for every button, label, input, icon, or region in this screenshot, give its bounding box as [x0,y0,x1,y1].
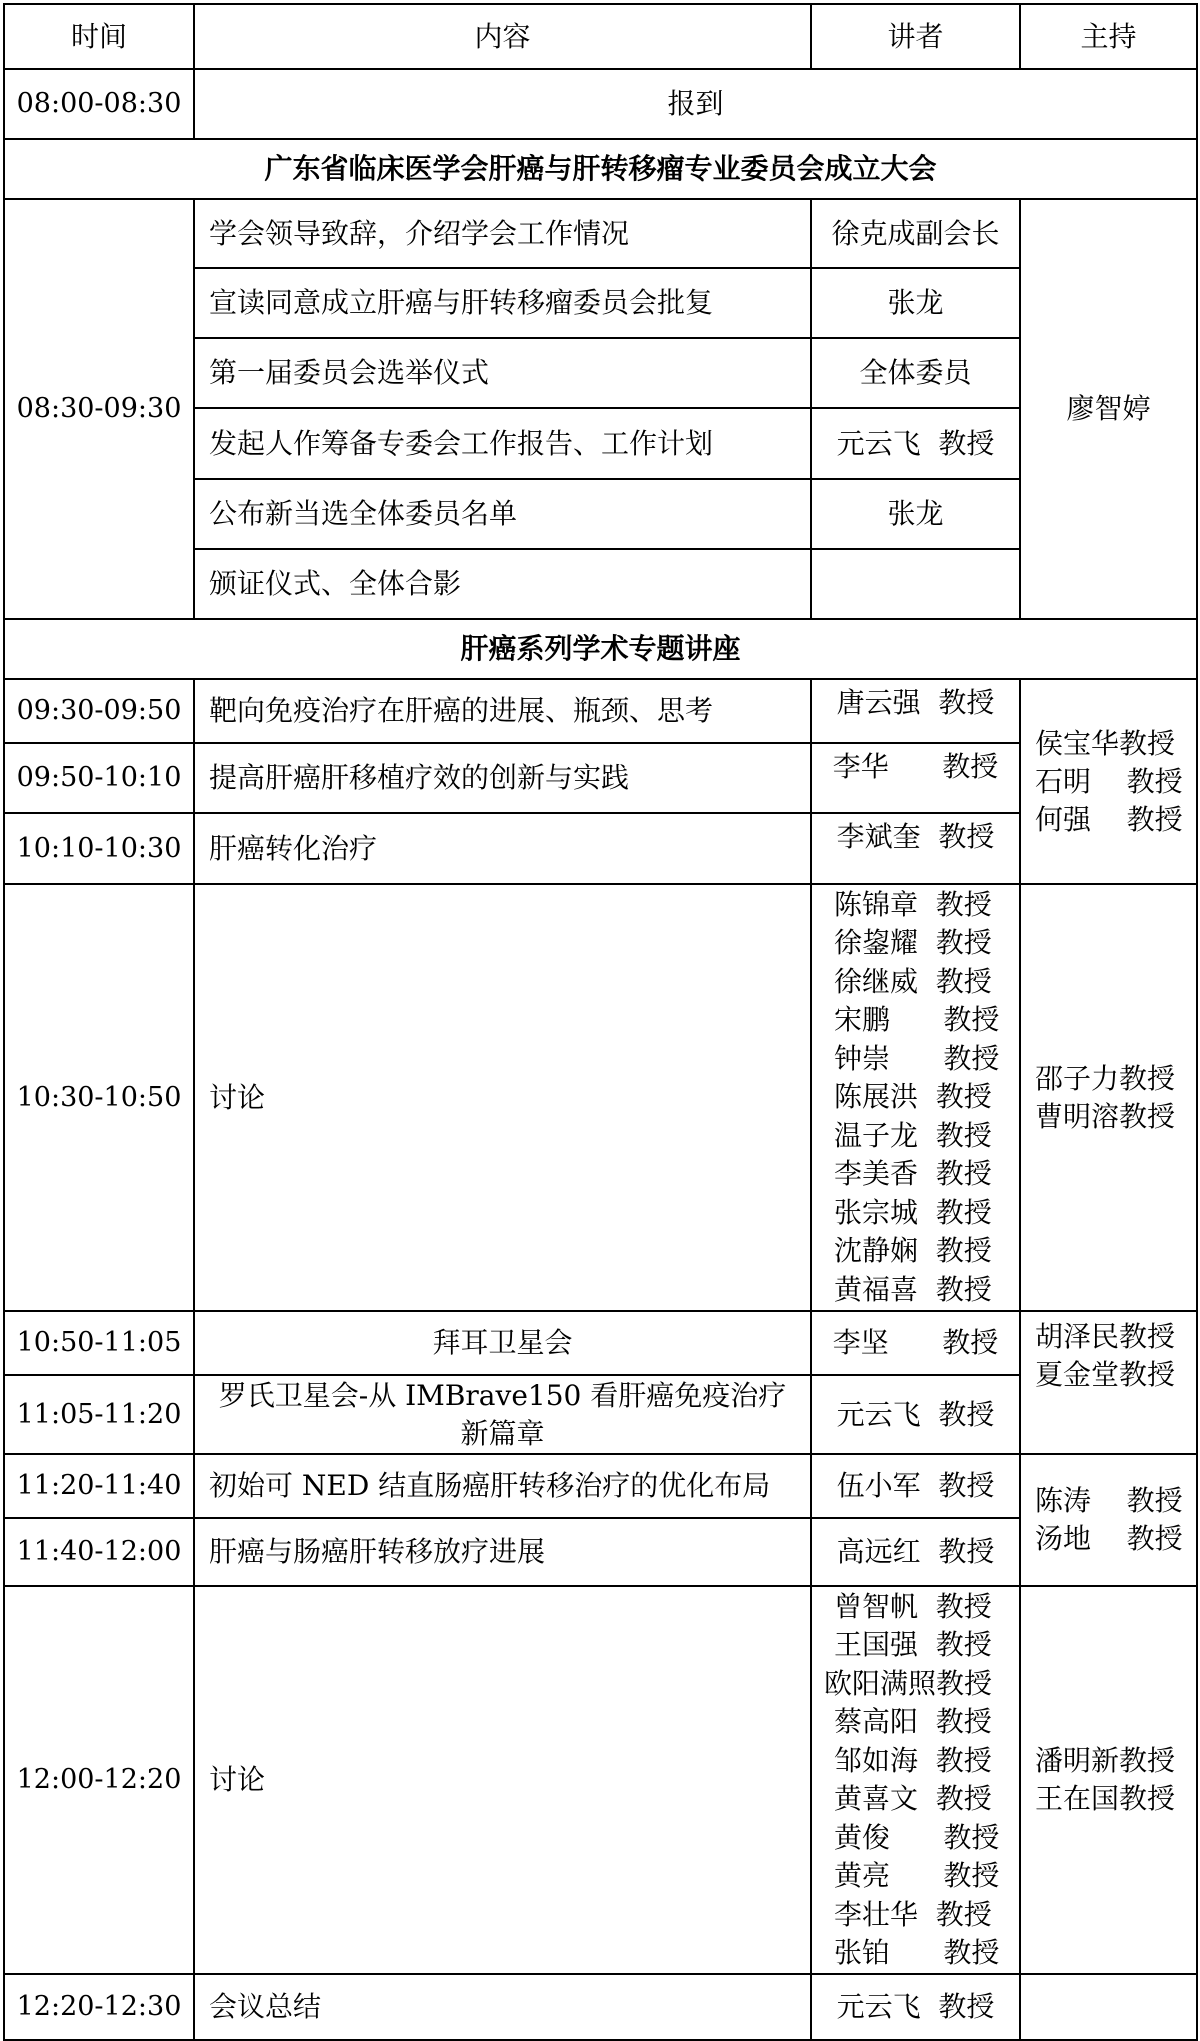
section1-speaker: 全体委员 [811,338,1020,408]
lecture-speaker: 唐云强 教授 [811,679,1020,743]
discussant: 黄俊 教授 [834,1820,1000,1854]
host-name: 夏金堂教授 [1035,1358,1176,1391]
lecture-speaker: 伍小军 教授 [811,1454,1020,1518]
block2-hosts [1020,1454,1197,1586]
lecture-time: 10:10-10:30 [4,813,194,884]
discussion2-hosts [1020,1586,1197,1974]
discussion1-content: 讨论 [194,884,811,1311]
discussant: 曾智帆 教授 [834,1589,992,1623]
discussion2-speakers [811,1586,1020,1974]
lecture-time: 11:20-11:40 [4,1454,194,1518]
satellite-content: 罗氏卫星会-从 IMBrave150 看肝癌免疫治疗新篇章 [194,1375,811,1454]
satellite-row [4,1375,1197,1454]
host-name: 潘明新教授 [1035,1744,1176,1777]
discussion1-row [4,884,1197,1311]
satellite-hosts [1020,1311,1197,1454]
section1-row [4,199,1197,268]
section1-speaker: 张龙 [811,479,1020,549]
section1-speaker: 徐克成副会长 [811,199,1020,268]
header-time: 时间 [4,4,194,69]
section1-content: 学会领导致辞，介绍学会工作情况 [194,199,811,268]
discussant: 邹如海 教授 [834,1743,992,1777]
lecture-content: 肝癌与肠癌肝转移放疗进展 [194,1518,811,1586]
host-name: 陈涛 教授 [1035,1484,1183,1517]
section1-content: 发起人作筹备专委会工作报告、工作计划 [194,408,811,479]
host-name: 邵子力教授 [1035,1061,1176,1095]
satellite-content: 拜耳卫星会 [194,1311,811,1375]
host-name: 何强 教授 [1035,802,1183,836]
host-name: 胡泽民教授 [1035,1320,1176,1353]
discussion2-time: 12:00-12:20 [4,1586,194,1974]
lecture-row [4,743,1197,813]
lecture-row [4,813,1197,884]
discussant: 徐继威 教授 [834,964,992,998]
closing-host [1020,1974,1197,2040]
section1-speaker: 元云飞 教授 [811,408,1020,479]
header-content: 内容 [194,4,811,69]
closing-content: 会议总结 [194,1974,811,2040]
discussion2-row [4,1586,1197,1974]
satellite-time: 11:05-11:20 [4,1375,194,1454]
discussion1-speakers [811,884,1020,1311]
lecture-content: 靶向免疫治疗在肝癌的进展、瓶颈、思考 [194,679,811,743]
discussant: 李美香 教授 [834,1157,992,1191]
agenda-table [3,3,1198,2041]
section1-content: 第一届委员会选举仪式 [194,338,811,408]
checkin-label: 报到 [194,69,1197,139]
discussant: 沈静娴 教授 [834,1234,992,1268]
lecture-speaker: 高远红 教授 [811,1518,1020,1586]
discussant: 宋鹏 教授 [834,1003,1000,1037]
section1-host: 廖智婷 [1020,199,1197,619]
lecture-time: 09:30-09:50 [4,679,194,743]
section2-title: 肝癌系列学术专题讲座 [4,619,1197,679]
section1-content: 颁证仪式、全体合影 [194,549,811,619]
discussant: 欧阳满照教授 [824,1666,993,1700]
discussant: 陈锦章 教授 [834,887,992,921]
lecture-row [4,679,1197,743]
checkin-row [4,69,1197,139]
discussant: 温子龙 教授 [834,1118,992,1152]
discussion1-hosts [1020,884,1197,1311]
discussant: 李壮华 教授 [834,1897,992,1931]
discussant: 黄喜文 教授 [834,1782,992,1815]
discussant: 张宗城 教授 [834,1195,992,1229]
block1-hosts [1020,679,1197,884]
section1-content: 公布新当选全体委员名单 [194,479,811,549]
header-speaker: 讲者 [811,4,1020,69]
header-host: 主持 [1020,4,1197,69]
closing-row [4,1974,1197,2040]
section1-content: 宣读同意成立肝癌与肝转移瘤委员会批复 [194,268,811,338]
discussant: 蔡高阳 教授 [834,1705,992,1738]
closing-time: 12:20-12:30 [4,1974,194,2040]
lecture-row [4,1518,1197,1586]
satellite-speaker: 元云飞 教授 [811,1375,1020,1454]
lecture-content: 肝癌转化治疗 [194,813,811,884]
lecture-speaker: 李斌奎 教授 [811,813,1020,884]
discussion2-content: 讨论 [194,1586,811,1974]
satellite-time: 10:50-11:05 [4,1311,194,1375]
discussion1-time: 10:30-10:50 [4,884,194,1311]
section1-speaker: 张龙 [811,268,1020,338]
section2-title-row [4,619,1197,679]
discussant: 王国强 教授 [834,1628,992,1661]
discussant: 黄福喜 教授 [834,1272,992,1306]
host-name: 曹明溶教授 [1035,1099,1176,1133]
discussant: 徐鋆耀 教授 [834,926,992,960]
discussant: 钟崇 教授 [834,1041,1000,1075]
header-row [4,4,1197,69]
host-name: 侯宝华教授 [1035,726,1176,760]
discussant: 黄亮 教授 [834,1859,1000,1892]
section1-speaker [811,549,1020,619]
lecture-content: 提高肝癌肝移植疗效的创新与实践 [194,743,811,813]
lecture-speaker: 李华 教授 [811,743,1020,813]
host-name: 汤地 教授 [1035,1522,1183,1555]
lecture-row [4,1454,1197,1518]
lecture-time: 09:50-10:10 [4,743,194,813]
satellite-speaker: 李坚 教授 [811,1311,1020,1375]
lecture-content: 初始可 NED 结直肠癌肝转移治疗的优化布局 [194,1454,811,1518]
host-name: 石明 教授 [1035,764,1183,798]
checkin-time: 08:00-08:30 [4,69,194,139]
lecture-time: 11:40-12:00 [4,1518,194,1586]
section1-title-row [4,139,1197,199]
discussant: 张铂 教授 [834,1936,1000,1969]
schedule-document [3,3,1198,2041]
discussant: 陈展洪 教授 [834,1080,992,1114]
satellite-row [4,1311,1197,1375]
host-name: 王在国教授 [1035,1782,1176,1815]
closing-speaker: 元云飞 教授 [811,1974,1020,2040]
section1-title: 广东省临床医学会肝癌与肝转移瘤专业委员会成立大会 [4,139,1197,199]
section1-time: 08:30-09:30 [4,199,194,619]
